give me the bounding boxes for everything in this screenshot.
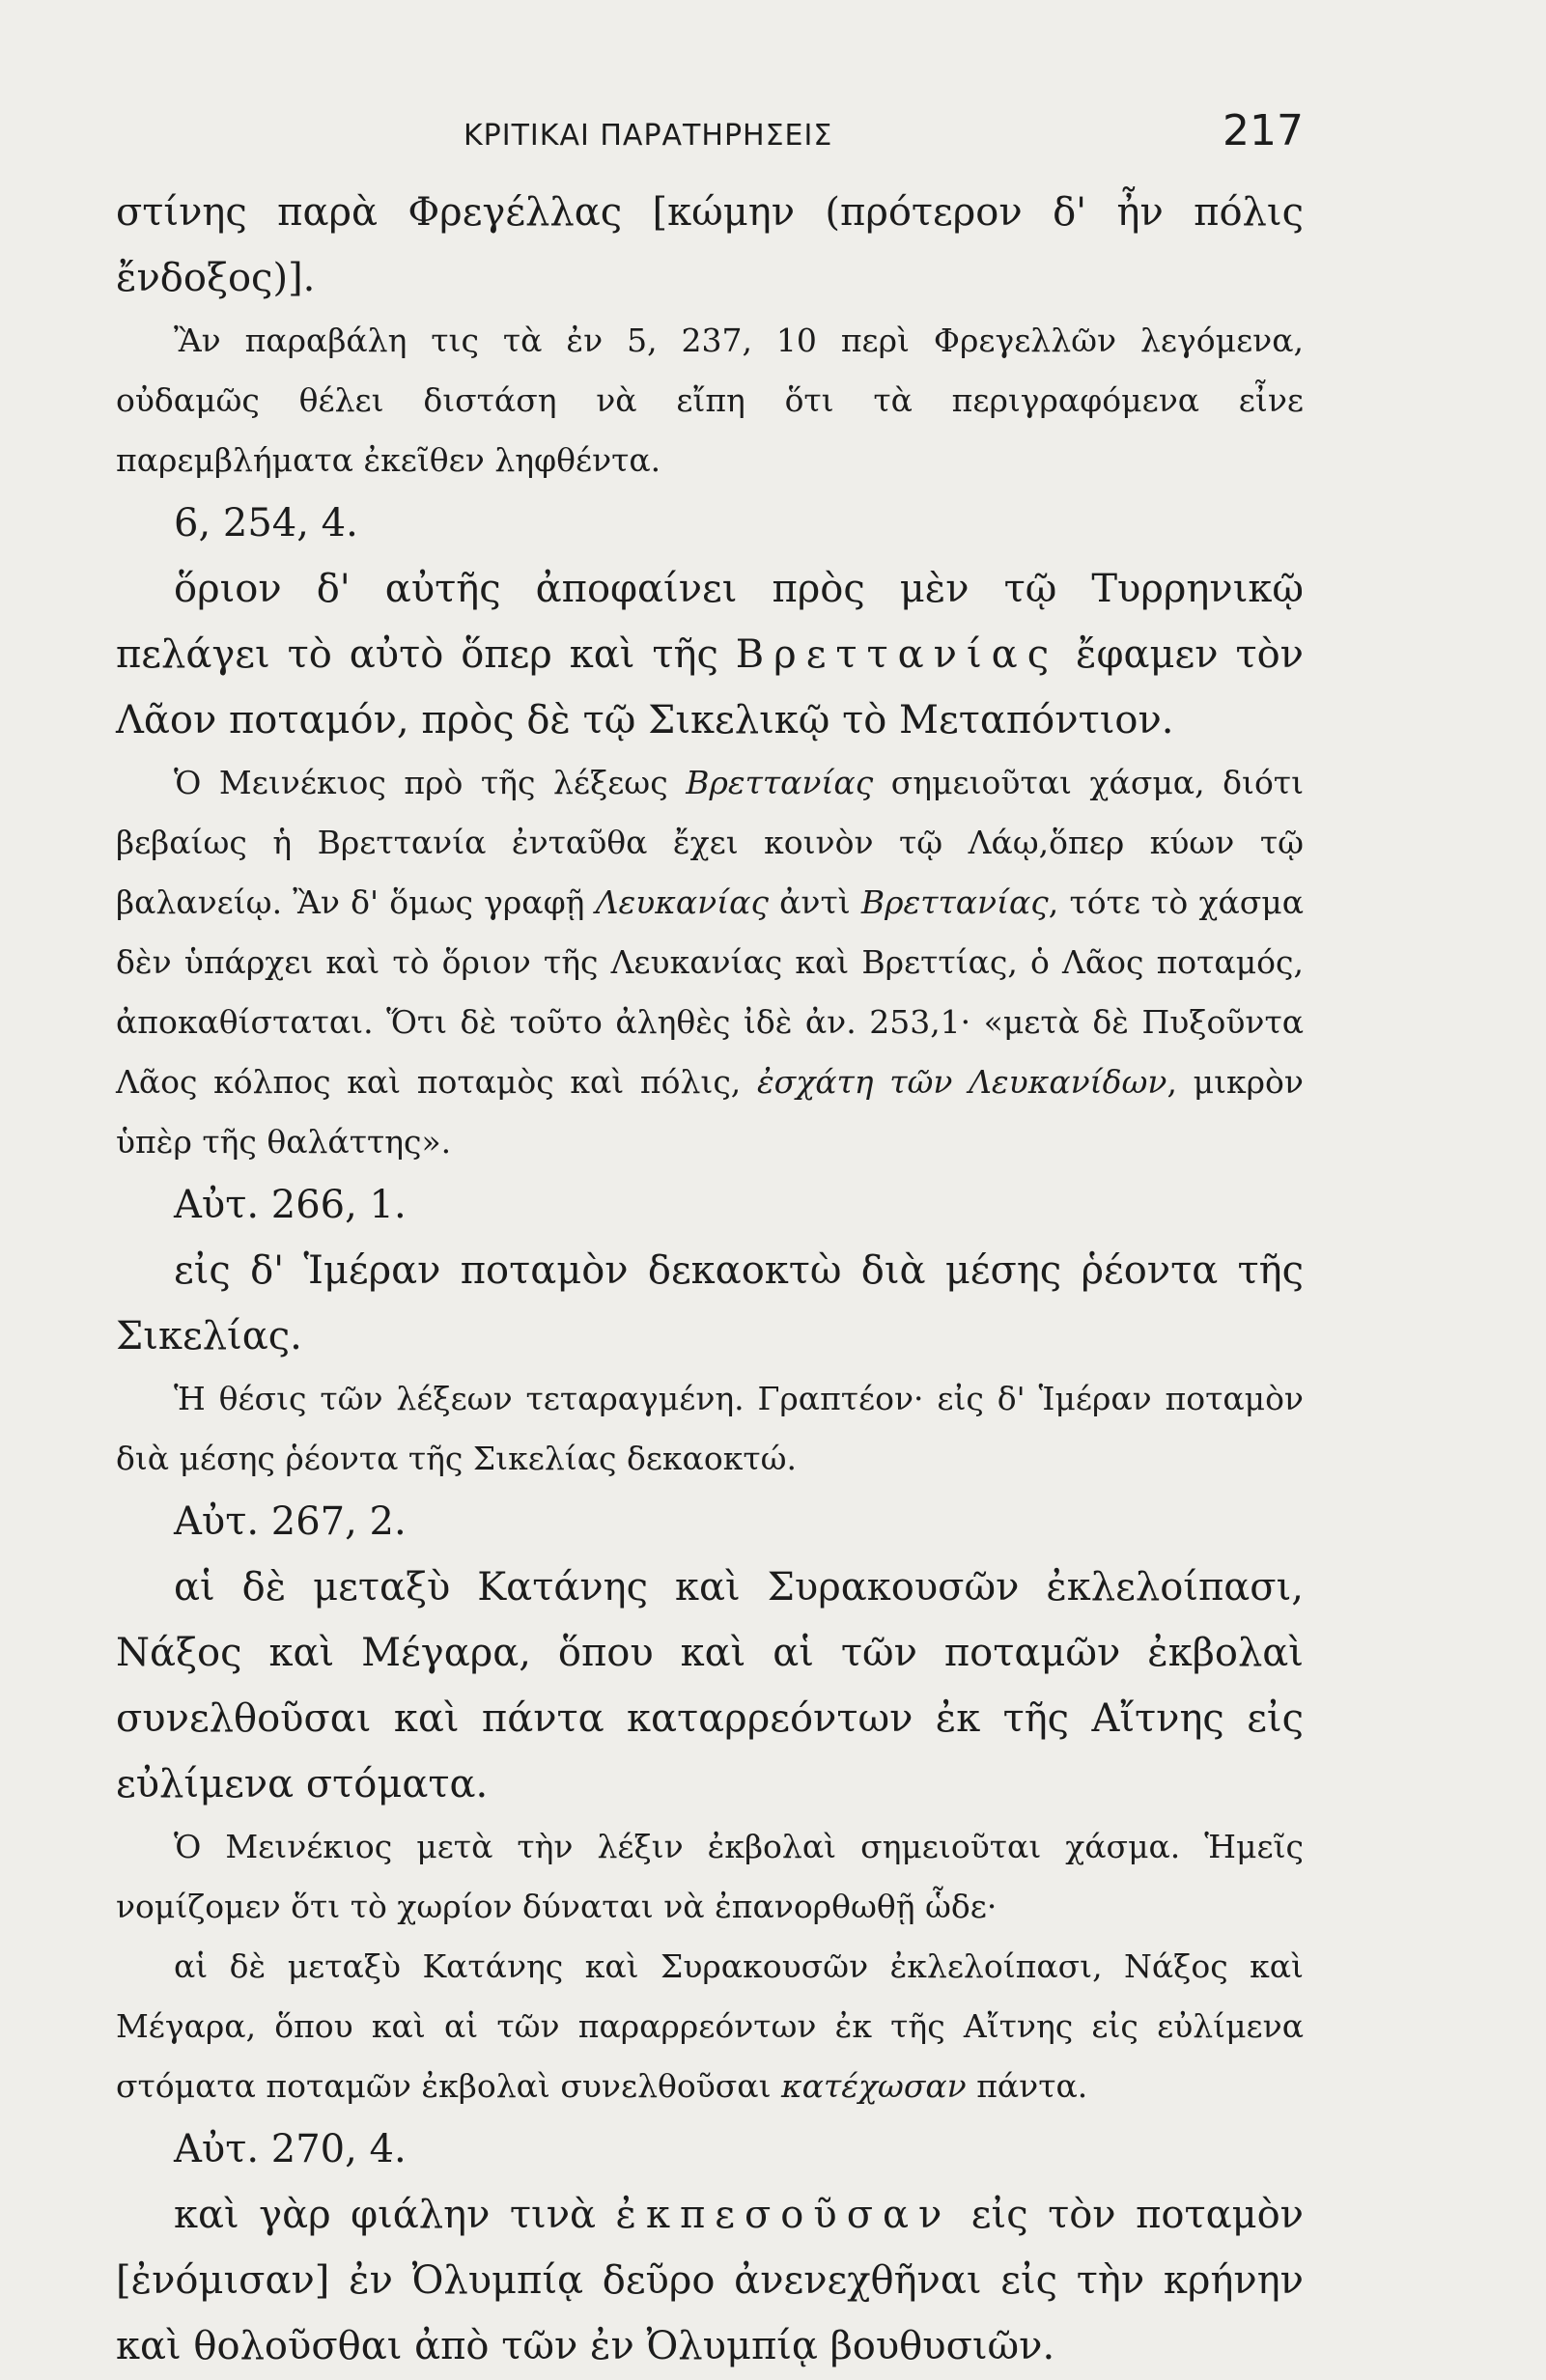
page-header (116, 106, 1304, 176)
text-paragraph: στίνης παρὰ Φρεγέλλας [κώμην (πρότερον δ' ἦν πόλις ἔνδοξος)]. (116, 190, 1304, 300)
spaced-text-run: Βρεττανίας (735, 632, 1059, 677)
commentary-paragraph (116, 753, 1304, 1172)
text-run: ἔφαμεν τὸν Λᾶον ποταμόν, πρὸς δὲ τῷ Σικελικῷ τὸ Μεταπόντιον. (116, 632, 1304, 742)
citation-reference: Αὐτ. 266, 1. (174, 1183, 407, 1227)
spaced-text-run: ἐκπεσοῦσαν (615, 2193, 952, 2237)
italic-text-run: ἐσχάτη τῶν Λευκανίδων (756, 1063, 1167, 1101)
text-run: ὅριον δ' αὐτῆς ἀποφαίνει πρὸς μὲν τῷ Τυρρηνικῷ πελάγει τὸ αὐτὸ ὅπερ καὶ τῆς (116, 567, 1304, 677)
text-paragraph (116, 556, 1304, 753)
text-run: ἀντὶ (768, 883, 861, 921)
commentary-paragraph: Ἂν παραβάλη τις τὰ ἐν 5, 237, 10 περὶ Φρεγελλῶν λεγόμενα, οὐδαμῶς θέλει διστάση νὰ εἴπη ὅτι τὰ περιγραφόμενα εἶνε παρεμβλήματα ἐκεῖθεν ληφθέντα. (116, 322, 1304, 479)
text-run: , μικρὸν ὑπὲρ τῆς θαλάττης». (116, 1063, 1304, 1161)
citation-reference: Αὐτ. 267, 2. (174, 1499, 407, 1544)
text-paragraph: εἰς δ' Ἱμέραν ποταμὸν δεκαοκτὼ διὰ μέσης ῥέοντα τῆς Σικελίας. (116, 1248, 1304, 1358)
italic-text-run: Βρεττανίας (860, 883, 1049, 921)
page-content (116, 106, 1304, 2379)
text-paragraph: αἱ δὲ μεταξὺ Κατάνης καὶ Συρακουσῶν ἐκλελοίπασι, Νάξος καὶ Μέγαρα, ὅπου καὶ αἱ τῶν ποταμῶν ἐκβολαὶ συνελθοῦσαι καὶ πάντα καταρρεόντων ἐκ τῆς Αἴτνης εἰς εὐλίμενα στόματα. (116, 1565, 1304, 1806)
text-run: αἱ δὲ μεταξὺ Κατάνης καὶ Συρακουσῶν ἐκλελοίπασι, Νάξος καὶ Μέγαρα, ὅπου καὶ αἱ τῶν παραρρεόντων ἐκ τῆς Αἴτνης εἰς εὐλίμενα στόματα ποταμῶν ἐκβολαὶ συνελθοῦσαι (116, 1947, 1304, 2105)
text-run: , τότε τὸ χάσμα δὲν ὑπάρχει καὶ τὸ ὅριον τῆς Λευκανίας καὶ Βρεττίας, ὁ Λᾶος ποταμός, ἀποκαθίσταται. Ὅτι δὲ τοῦτο ἀληθὲς ἰδὲ ἀν. 253,1· «μετὰ δὲ Πυξοῦντα Λᾶος κόλπος καὶ ποταμὸς καὶ πόλις, (116, 883, 1304, 1101)
commentary-paragraph: Ἡ θέσις τῶν λέξεων τεταραγμένη. Γραπτέον· εἰς δ' Ἱμέραν ποταμὸν διὰ μέσης ῥέοντα τῆς Σικελίας δεκαοκτώ. (116, 1380, 1304, 1477)
italic-text-run: Βρεττανίας (686, 764, 874, 801)
text-paragraph (116, 2182, 1304, 2379)
running-head: ΚΡΙΤΙΚΑΙ ΠΑΡΑΤΗΡΗΣΕΙΣ (464, 119, 833, 153)
citation-reference: 6, 254, 4. (174, 501, 358, 546)
text-run: σημειοῦται χάσμα, διότι βεβαίως ἡ Βρεττανία ἐνταῦθα ἔχει κοινὸν τῷ Λάῳ,ὅπερ κύων τῷ βαλανείῳ. Ἂν δ' ὅμως γραφῇ (116, 764, 1305, 921)
page-number: 217 (1223, 106, 1304, 155)
commentary-paragraph (116, 1937, 1304, 2116)
italic-text-run: Λευκανίας (595, 883, 769, 921)
text-run: καὶ γὰρ φιάλην τινὰ (174, 2193, 616, 2237)
text-run: εἰς τὸν ποταμὸν [ἐνόμισαν] ἐν Ὀλυμπίᾳ δεῦρο ἀνενεχθῆναι εἰς τὴν κρήνην καὶ θολοῦσθαι ἀπὸ τῶν ἐν Ὀλυμπίᾳ βουθυσιῶν. (116, 2193, 1304, 2368)
text-run: Ὁ Μεινέκιος πρὸ τῆς λέξεως (174, 764, 687, 801)
text-run: πάντα. (966, 2067, 1088, 2105)
commentary-paragraph: Ὁ Μεινέκιος μετὰ τὴν λέξιν ἐκβολαὶ σημειοῦται χάσμα. Ἡμεῖς νομίζομεν ὅτι τὸ χωρίον δύναται νὰ ἐπανορθωθῇ ὧδε· (116, 1828, 1304, 1925)
citation-reference: Αὐτ. 270, 4. (174, 2127, 407, 2171)
italic-text-run: κατέχωσαν (781, 2067, 967, 2105)
page-body (116, 180, 1304, 2379)
